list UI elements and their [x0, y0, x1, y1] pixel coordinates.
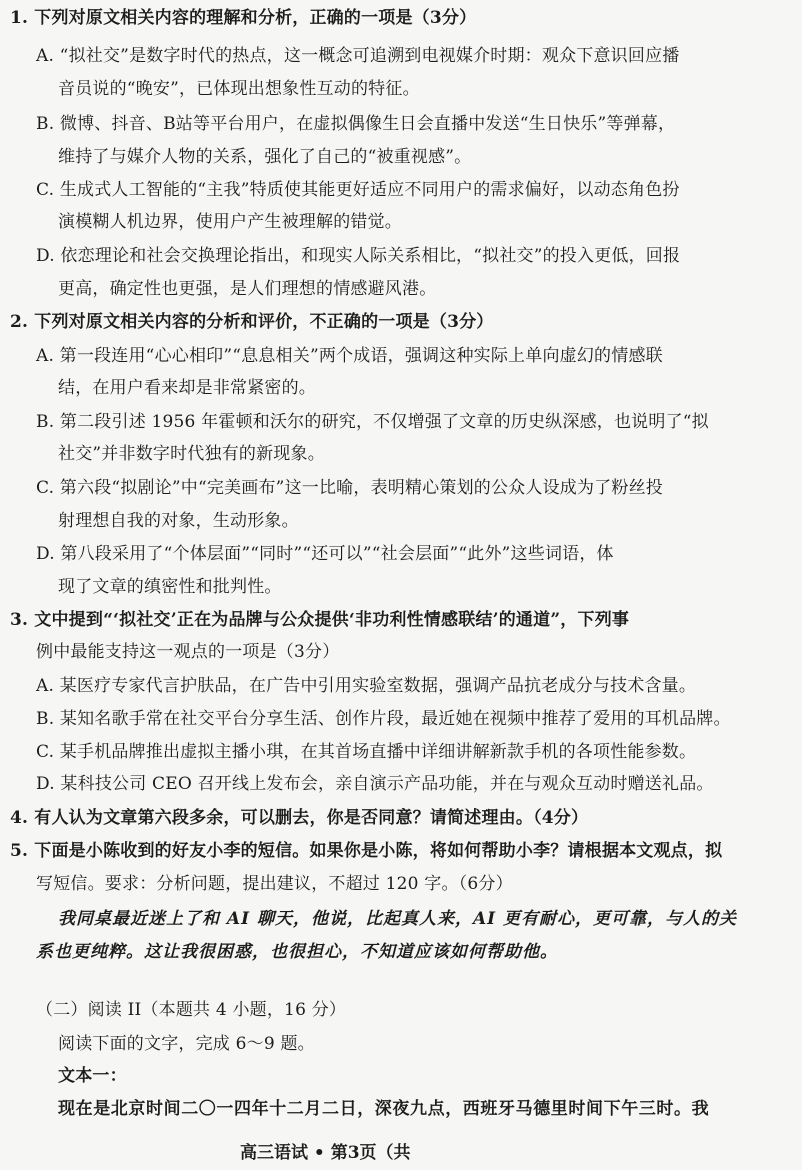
- question-1-option-b-cont: 维持了与媒介人物的关系，强化了自己的“被重视感”。: [58, 147, 472, 167]
- question-2-option-a: A. 第一段连用“心心相印”“息息相关”两个成语，强调这种实际上单向虚幻的情感联: [36, 346, 663, 366]
- question-5-stem-cont: 写短信。要求：分析问题，提出建议，不超过 120 字。（6分）: [36, 874, 513, 894]
- question-2-option-d: D. 第八段采用了“个体层面”“同时”“还可以”“社会层面”“此外”这些词语，体: [36, 544, 614, 564]
- question-3-stem: 3. 文中提到“‘拟社交’正在为品牌与公众提供‘非功利性情感联结’的通道”，下列事: [10, 610, 630, 630]
- question-2-option-b-cont: 社交”并非数字时代独有的新现象。: [58, 444, 325, 464]
- question-1-option-a: A. “拟社交”是数字时代的热点，这一概念可追溯到电视媒介时期：观众下意识回应播: [36, 46, 680, 66]
- question-2-option-c-cont: 射理想自我的对象，生动形象。: [58, 511, 299, 531]
- section-2-title: （二）阅读 II（本题共 4 小题，16 分）: [36, 1000, 347, 1020]
- question-3-option-a: A. 某医疗专家代言护肤品，在广告中引用实验室数据，强调产品抗老成分与技术含量。: [36, 676, 697, 696]
- question-2-stem: 2. 下列对原文相关内容的分析和评价，不正确的一项是（3分）: [10, 312, 494, 332]
- question-1-option-d: D. 依恋理论和社会交换理论指出，和现实人际关系相比，“拟社交”的投入更低，回报: [36, 246, 681, 266]
- question-1-option-c: C. 生成式人工智能的“主我”特质使其能更好适应不同用户的需求偏好，以动态角色扮: [36, 180, 680, 200]
- question-1-option-b: B. 微博、抖音、B站等平台用户，在虚拟偶像生日会直播中发送“生日快乐”等弹幕，: [36, 114, 676, 134]
- question-2-option-c: C. 第六段“拟剧论”中“完美画布”这一比喻，表明精心策划的公众人设成为了粉丝投: [36, 478, 663, 498]
- section-2-instruction: 阅读下面的文字，完成 6～9 题。: [58, 1034, 315, 1054]
- question-2-option-d-cont: 现了文章的缜密性和批判性。: [58, 577, 282, 597]
- question-2-option-a-cont: 结，在用户看来却是非常紧密的。: [58, 378, 316, 398]
- question-1-option-c-cont: 演模糊人机边界，使用户产生被理解的错觉。: [58, 212, 402, 232]
- question-4-stem: 4. 有人认为文章第六段多余，可以删去，你是否同意？请简述理由。（4分）: [10, 808, 589, 828]
- question-1-option-a-cont: 音员说的“晚安”，已体现出想象性互动的特征。: [58, 79, 420, 99]
- question-1-stem: 1. 下列对原文相关内容的理解和分析，正确的一项是（3分）: [10, 8, 477, 28]
- question-1-option-d-cont: 更高，确定性也更强，是人们理想的情感避风港。: [58, 279, 437, 299]
- question-3-option-d: D. 某科技公司 CEO 召开线上发布会，亲自演示产品功能，并在与观众互动时赠送礼品。: [36, 774, 714, 794]
- sms-message-cont: 系也更纯粹。这让我很困惑，也很担心，不知道应该如何帮助他。: [36, 942, 558, 962]
- question-3-stem-cont: 例中最能支持这一观点的一项是（3分）: [36, 642, 340, 662]
- page-footer: 高三语试 • 第3页（共: [240, 1143, 411, 1163]
- text-one-label: 文本一：: [58, 1066, 127, 1086]
- question-5-stem: 5. 下面是小陈收到的好友小李的短信。如果你是小陈，将如何帮助小李？请根据本文观点，拟: [10, 841, 723, 861]
- text-one-first-line: 现在是北京时间二〇一四年十二月二日，深夜九点，西班牙马德里时间下午三时。我: [58, 1099, 710, 1119]
- question-3-option-c: C. 某手机品牌推出虚拟主播小琪，在其首场直播中详细讲解新款手机的各项性能参数。: [36, 742, 697, 762]
- sms-message: 我同桌最近迷上了和 AI 聊天，他说，比起真人来，AI 更有耐心，更可靠，与人的关: [58, 909, 738, 929]
- question-2-option-b: B. 第二段引述 1956 年霍顿和沃尔的研究，不仅增强了文章的历史纵深感，也说明了“拟: [36, 412, 709, 432]
- question-3-option-b: B. 某知名歌手常在社交平台分享生活、创作片段，最近她在视频中推荐了爱用的耳机品牌。: [36, 709, 731, 729]
